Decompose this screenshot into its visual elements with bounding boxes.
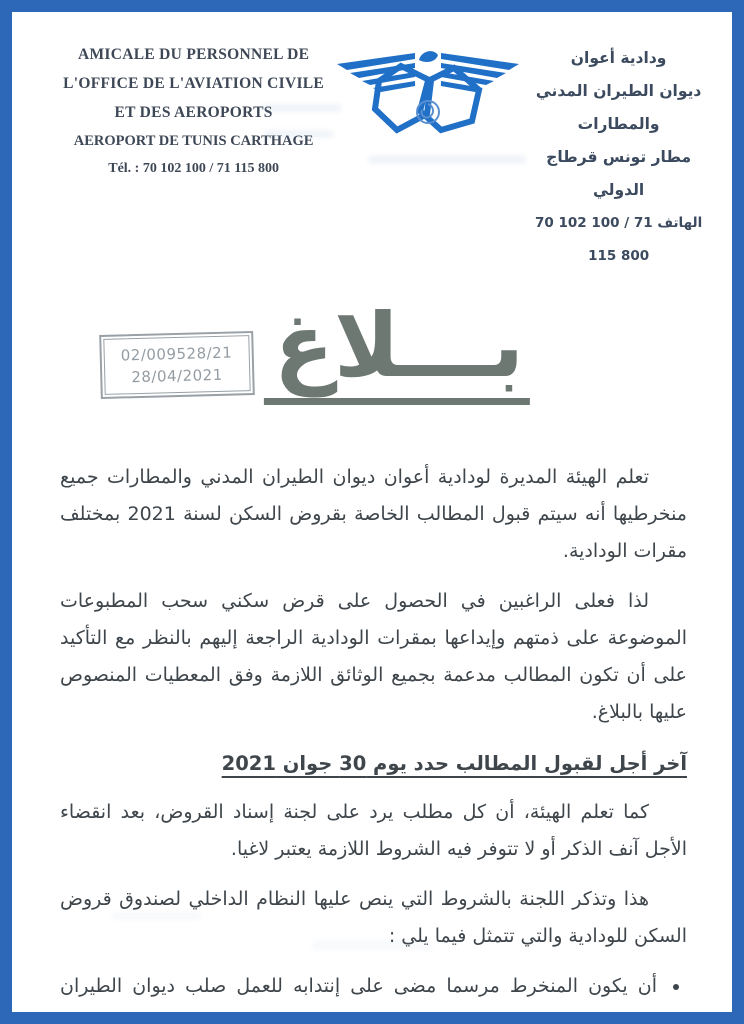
paragraph-late-requests: كما تعلم الهيئة، أن كل مطلب يرد على لجنة إسناد القروض، بعد انقضاء الأجل آنف الذكر أو لا تتوفر فيه الشروط اللازمة يعتبر لاغيا. xyxy=(60,801,687,860)
org-name-arabic-line: ودادية أعوان xyxy=(570,49,667,67)
document-title: بـــلاغ xyxy=(264,295,530,405)
paragraph-conditions-intro: هذا وتذكر اللجنة بالشروط التي ينص عليها النظام الداخلي لصندوق قروض السكن للودادية والتي تتمثل فيما يلي : xyxy=(60,888,687,947)
org-name-arabic-line: ديوان الطيران المدني والمطارات xyxy=(535,82,702,133)
phone-label: الهاتف xyxy=(657,215,703,231)
paragraph-instructions: لذا فعلى الراغبين في الحصول على قرض سكني سحب المطبوعات الموضوعة على ذمتهم وإيداعها بمقرات الودادية الراجعة إليهم بالنظر مع التأكيد على أن تكون المطالب مدعمة بجميع الوثائق اللازمة وفق المعطيات المنصوص عليها بالبلاغ. xyxy=(60,590,687,723)
org-name-line: ET DES AEROPORTS xyxy=(114,104,273,121)
letterhead xyxy=(12,12,732,273)
org-name-line: L'OFFICE DE L'AVIATION CIVILE xyxy=(63,75,325,92)
scan-bleed-artifact xyxy=(260,104,342,112)
scan-bleed-artifact xyxy=(112,912,202,920)
registration-stamp xyxy=(99,331,254,399)
letterhead-arabic-block xyxy=(523,40,714,273)
org-address-arabic-line: مطار تونس قرطاج الدولي xyxy=(546,148,692,199)
org-address-line: AEROPORT DE TUNIS CARTHAGE xyxy=(73,133,314,149)
winged-emblem-icon xyxy=(333,44,523,162)
paragraph-announcement: تعلم الهيئة المديرة لودادية أعوان ديوان الطيران المدني والمطارات جميع منخرطيها أنه سيتم قبول المطالب الخاصة بقروض السكن لسنة 2021 بمختلف مقرات الودادية. xyxy=(60,466,687,562)
phone-number: 70 102 100 / 71 115 800 xyxy=(535,215,653,264)
deadline-heading: آخر أجل لقبول المطالب حدد يوم 30 جوان 2021 xyxy=(221,752,687,775)
scan-bleed-artifact xyxy=(368,155,526,164)
oaca-logo-icon xyxy=(333,40,523,166)
stamp-reference-number: 02/009528/21 xyxy=(120,343,233,365)
conditions-list xyxy=(60,968,687,1024)
org-phone-line: Tél. : 70 102 100 / 71 115 800 xyxy=(108,161,279,176)
org-name-line: AMICALE DU PERSONNEL DE xyxy=(77,46,310,63)
scan-bleed-artifact xyxy=(312,940,432,950)
title-banner xyxy=(12,294,732,453)
org-phone-arabic-line xyxy=(523,207,714,273)
scan-bleed-artifact xyxy=(264,130,334,138)
condition-item: • أن يكون المنخرط مرسما مضى على إنتدابه للعمل صلب ديوان الطيران المدني والمطارات 3 سنوات ويكون منخرطا بالودادية منذ 3 سنوات. xyxy=(60,968,661,1024)
stamp-date: 28/04/2021 xyxy=(131,365,224,387)
document-body xyxy=(12,453,732,1024)
